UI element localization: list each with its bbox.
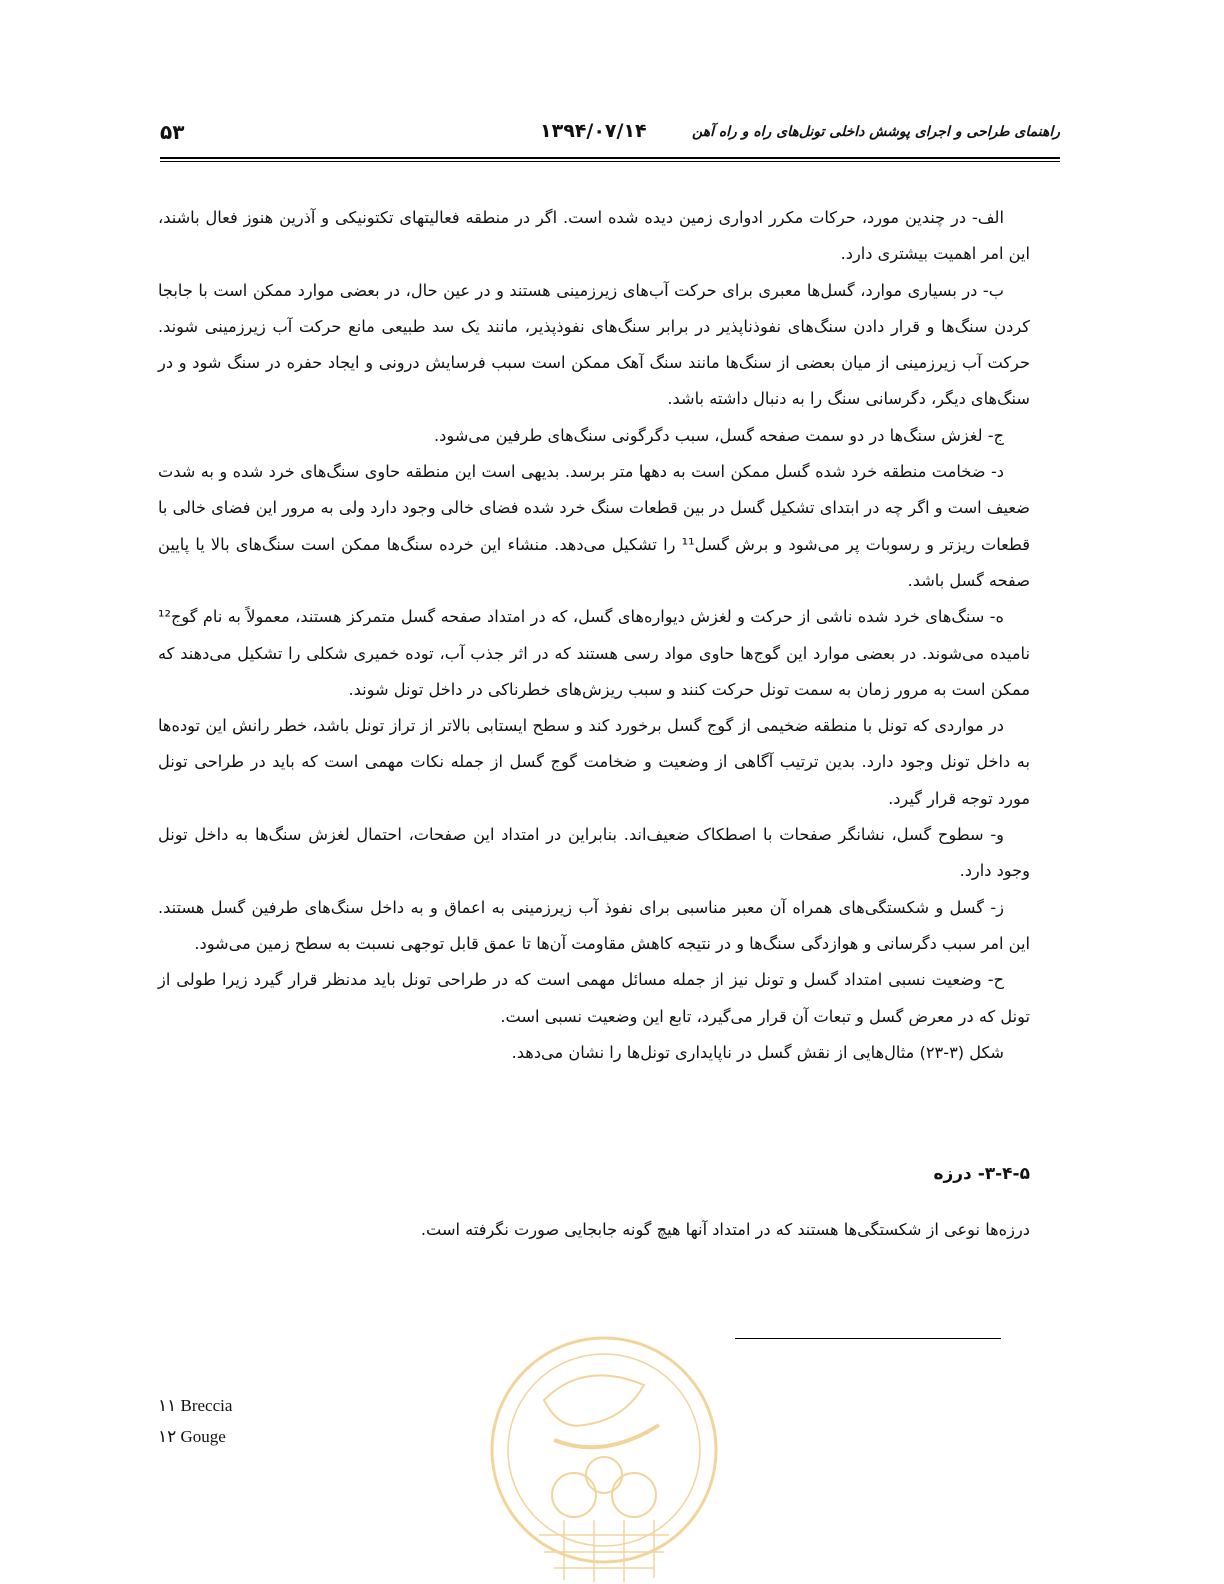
paragraph-dal: د- ضخامت منطقه خرد شده گسل ممکن است به دهها متر برسد. بدیهی است این منطقه حاوی سنگ‌های خرد شده و به شدت ضعیف است و اگر چه در ابتدای تشکیل گسل در بین قطعات سنگ خرد شده فضای خالی وجود دارد ولی به مرور این فضای خالی با قطعات ریزتر و رسوبات پر می‌شود و برش گسل¹¹ را تشکیل می‌دهد. منشاء این خرده سنگ‌ها ممکن است سنگ‌های بالا یا پایین صفحه گسل باشد. (158, 462, 1030, 590)
running-title: راهنمای طراحی و اجرای پوشش داخلی تونل‌های راه و راه آهن (692, 124, 1060, 140)
watermark-seal-icon (484, 1330, 724, 1584)
footnote-11: ۱۱ Breccia (158, 1396, 233, 1415)
paragraph-he: ه- سنگ‌های خرد شده ناشی از حرکت و لغزش دیواره‌های گسل، که در امتداد صفحه گسل متمرکز هستند، معمولاً به نام گوج¹² نامیده می‌شوند. در بعضی موارد این گوج‌ها حاوی مواد رسی هستند که در اثر جذب آب، توده خمیری شکلی را تشکیل می‌دهند که ممکن است به مرور زمان به سمت تونل حرکت کنند و سبب ریزش‌های خطرناکی در داخل تونل شوند. (158, 607, 1030, 699)
paragraph-ze: ز- گسل و شکستگی‌های همراه آن معبر مناسبی برای نفوذ آب زیرزمینی به اعماق و به داخل سنگ‌های طرفین گسل هستند. این امر سبب دگرسانی و هوازدگی سنگ‌ها و در نتیجه کاهش مقاومت آن‌ها تا عمق قابل توجهی نسبت به سطح زمین می‌شود. (158, 897, 1030, 953)
page-number: ۵۳ (160, 120, 185, 144)
header-rule-thin (160, 161, 1060, 162)
section-paragraph: درزه‌ها نوعی از شکستگی‌ها هستند که در امتداد آنها هیچ گونه جابجایی صورت نگرفته است. (420, 1220, 1030, 1239)
paragraph-be: ب- در بسیاری موارد، گسل‌ها معبری برای حرکت آب‌های زیرزمینی هستند و در عین حال، در بعضی موارد ممکن است با جابجا کردن سنگ‌ها و قرار دادن سنگ‌های نفوذناپذیر در برابر سنگ‌های نفوذپذیر، مانند یک سد طبیعی مانع حرکت آب زیرزمینی شوند. حرکت آب زیرزمینی از میان بعضی از سنگ‌ها مانند سنگ آهک ممکن است سبب فرسایش درونی و ایجاد حفره در سنگ شود و در سنگ‌های دیگر، دگرسانی سنگ را به دنبال داشته باشد. (158, 280, 1030, 409)
footnotes (158, 1390, 232, 1452)
paragraph-he-jimi: ح- وضعیت نسبی امتداد گسل و تونل نیز از جمله مسائل مهمی است که در طراحی تونل باید مدنظر قرار گیرد زیرا طولی از تونل که در معرض گسل و تبعات آن قرار می‌گیرد، تابع این وضعیت نسبی است. (158, 970, 1030, 1026)
body-text (158, 200, 1030, 1071)
header-date: ۱۳۹۴/۰۷/۱۴ (540, 120, 647, 142)
paragraph-vav: و- سطوح گسل، نشانگر صفحات با اصطکاک ضعیف‌اند. بنابراین در امتداد این صفحات، احتمال لغزش سنگ‌ها به داخل تونل وجود دارد. (158, 825, 1030, 881)
paragraph-gouge-risk: در مواردی که تونل با منطقه ضخیمی از گوج گسل برخورد کند و سطح ایستابی بالاتر از تراز تونل باشد، خطر رانش این توده‌ها به داخل تونل وجود دارد. بدین ترتیب آگاهی از وضعیت و ضخامت گوج گسل از جمله نکات مهمی است که باید در طراحی تونل مورد توجه قرار گیرد. (158, 716, 1030, 808)
paragraph-jim: ج- لغزش سنگ‌ها در دو سمت صفحه گسل، سبب دگرگونی سنگ‌های طرفین می‌شود. (434, 425, 1004, 445)
page-header (160, 118, 1060, 150)
footnote-12: ۱۲ Gouge (158, 1427, 226, 1446)
paragraph-figure-ref: شکل (۳-۲۳) مثال‌هایی از نقش گسل در ناپایداری تونل‌ها را نشان می‌دهد. (511, 1042, 1004, 1062)
paragraph-alef: الف- در چندین مورد، حرکات مکرر ادواری زمین دیده شده است. اگر در منطقه فعالیتهای تکتونیکی و آذرین هنوز فعال باشند، این امر اهمیت بیشتری دارد. (158, 208, 1030, 264)
footnote-rule (735, 1338, 1001, 1339)
header-rule (160, 157, 1060, 159)
section-heading: ۳-۴-۵- درزه (933, 1164, 1030, 1184)
